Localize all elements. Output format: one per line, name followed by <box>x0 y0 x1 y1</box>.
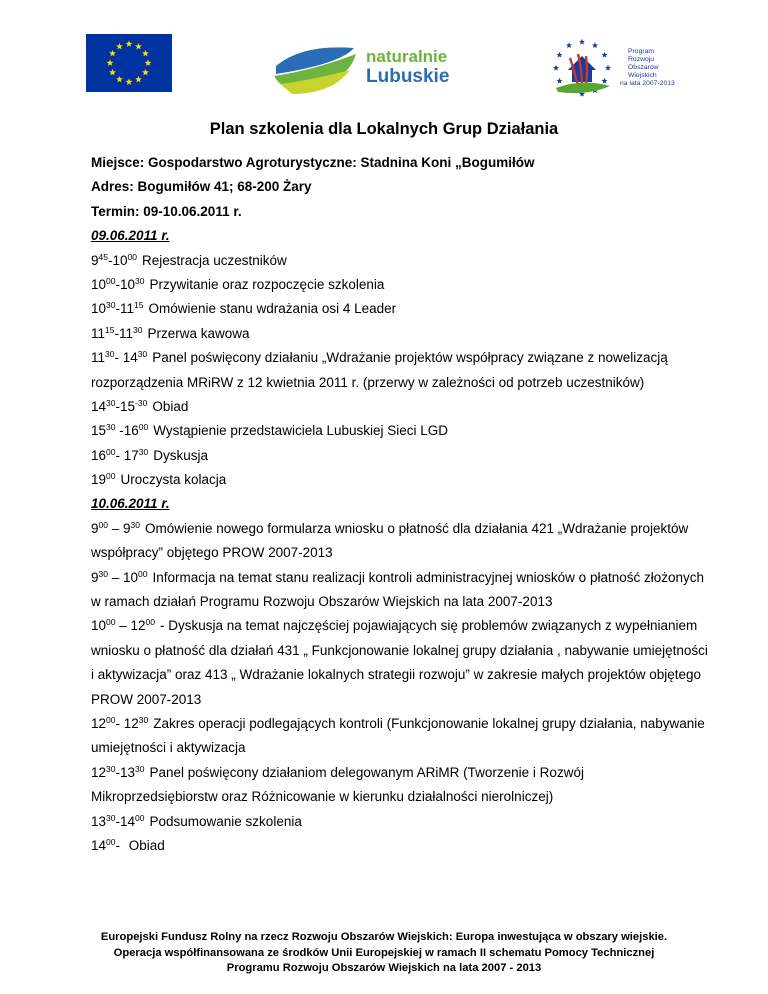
time-separator: – <box>107 520 123 536</box>
prow-star-icon <box>601 78 607 84</box>
document-body <box>91 151 708 858</box>
time-end-minutes: 00 <box>138 568 148 579</box>
day1-date: 09.06.2011 r. <box>91 228 170 244</box>
schedule-item <box>91 444 691 468</box>
prow-text-3: Obszarów <box>628 64 659 71</box>
time-start: 10 <box>91 276 107 292</box>
schedule-item <box>91 297 691 321</box>
time-separator: - <box>115 715 124 731</box>
day1-schedule <box>91 249 691 493</box>
schedule-item <box>91 419 691 443</box>
time-end-minutes: 00 <box>145 617 156 628</box>
schedule-item-text: Obiad <box>128 837 165 853</box>
schedule-item-text: Omówienie stanu wdrażania osi 4 Leader <box>148 301 397 317</box>
time-start: 12 <box>91 715 107 731</box>
time-end: 10 <box>123 569 139 585</box>
time-separator: - <box>115 276 120 292</box>
time-end: 13 <box>120 764 136 780</box>
schedule-item-continuation: rozporządzenia MRiRW z 12 kwietnia 2011 r. (przerwy w zależności od potrzeb uczestników) <box>91 374 645 390</box>
prow-star-icon <box>566 42 572 48</box>
time-start-minutes: 00 <box>106 836 116 847</box>
time-end-minutes: 30 <box>135 275 145 286</box>
time-end-minutes: 00 <box>138 422 149 433</box>
time-start: 9 <box>91 520 99 536</box>
schedule-item-text: Przywitanie oraz rozpoczęcie szkolenia <box>149 276 385 292</box>
eu-flag-icon <box>86 34 172 92</box>
time-start: 10 <box>91 301 107 317</box>
schedule-item-text: Dyskusja <box>153 447 209 463</box>
time-separator: - <box>114 325 119 341</box>
schedule-item <box>91 517 691 541</box>
schedule-item-text: Wystąpienie przedstawiciela Lubuskiej Sieci LGD <box>153 423 449 439</box>
time-end-minutes: 30 <box>133 324 143 335</box>
prow-field <box>556 82 610 93</box>
time-start: 11 <box>91 325 106 341</box>
prow-text-5: na lata 2007-2013 <box>620 80 675 87</box>
schedule-item <box>91 566 705 590</box>
time-separator: - <box>115 813 120 829</box>
time-start: 10 <box>91 618 107 634</box>
time-start: 14 <box>91 837 107 853</box>
day2-schedule <box>91 517 708 858</box>
prow-star-icon <box>592 42 598 48</box>
schedule-item-continuation: wniosku o płatność dla działań 431 „ Funkcjonowanie lokalnej grupy działania , nabywanie umiejętności <box>91 642 708 658</box>
schedule-item-text: Obiad <box>152 398 189 414</box>
time-end-minutes: 30 <box>138 714 149 725</box>
time-separator: - <box>114 350 123 366</box>
prow-star-icon <box>601 52 607 58</box>
time-end: 15 <box>120 398 136 414</box>
prow-star-icon <box>556 78 562 84</box>
schedule-item-text: Omówienie nowego formularza wniosku o płatność dla działania 421 „Wdrażanie projektów <box>144 520 689 536</box>
time-start-minutes: 45 <box>98 251 108 262</box>
time-start-minutes: 00 <box>106 617 116 628</box>
time-end: 14 <box>122 350 138 366</box>
schedule-item-text: - Dyskusja na temat najczęściej pojawiających się problemów związanych z wypełnianiem <box>160 618 698 634</box>
time-end: 11 <box>120 301 135 317</box>
day2-date: 10.06.2011 r. <box>91 496 170 512</box>
schedule-item <box>91 614 698 638</box>
header-logos <box>0 30 768 110</box>
schedule-item <box>91 834 691 858</box>
time-separator: - <box>115 837 124 853</box>
time-end-minutes: 15 <box>134 300 144 311</box>
footer-line-1: Europejski Fundusz Rolny na rzecz Rozwoju Obszarów Wiejskich: Europa inwestująca w obszary wiejskie. <box>100 931 668 943</box>
schedule-item <box>91 810 691 834</box>
schedule-item-text: Uroczysta kolacja <box>120 472 227 488</box>
time-end: 11 <box>118 325 133 341</box>
time-separator: - <box>107 252 113 268</box>
meta-miejsce: Miejsce: Gospodarstwo Agroturystyczne: Stadnina Koni „Bogumiłów <box>91 155 535 170</box>
time-end: 9 <box>123 520 131 536</box>
time-separator: - <box>115 423 124 439</box>
time-start: 13 <box>91 813 107 829</box>
time-start: 16 <box>91 447 107 463</box>
time-end: 17 <box>123 447 139 463</box>
time-end: 12 <box>130 618 146 634</box>
time-start: 11 <box>91 350 106 366</box>
prow-text-1: Program <box>628 48 655 55</box>
time-end: 16 <box>123 423 139 439</box>
time-start: 15 <box>91 423 107 439</box>
time-start-minutes: 30 <box>106 812 116 823</box>
time-start: 9 <box>91 569 99 585</box>
schedule-item-text: Panel poświęcony działaniu „Wdrażanie projektów współpracy związane z nowelizacją <box>152 350 668 366</box>
schedule-item-text: Przerwa kawowa <box>147 325 250 341</box>
footer-line-3: Programu Rozwoju Obszarów Wiejskich na lata 2007 - 2013 <box>226 962 542 974</box>
time-start-minutes: 30 <box>106 763 116 774</box>
logo-text-naturalnie: naturalnie <box>366 47 448 66</box>
time-end: 10 <box>112 252 128 268</box>
day1-heading <box>91 224 691 248</box>
time-end-minutes: 30 <box>137 349 148 360</box>
schedule-item <box>91 395 691 419</box>
schedule-item <box>91 249 691 273</box>
prow-star-icon <box>553 65 559 71</box>
time-start-minutes: 30 <box>106 300 116 311</box>
schedule-item <box>91 273 691 297</box>
prow-text-2: Rozwoju <box>628 56 655 63</box>
time-separator: - <box>115 398 120 414</box>
time-start: 9 <box>91 252 99 268</box>
time-start: 14 <box>91 398 107 414</box>
schedule-item-continuation: w ramach działań Programu Rozwoju Obszarów Wiejskich na lata 2007-2013 <box>91 594 553 610</box>
time-end-minutes: 00 <box>127 251 137 262</box>
time-end-minutes: 30 <box>138 446 149 457</box>
meta-termin: Termin: 09-10.06.2011 r. <box>91 203 242 219</box>
time-end: 14 <box>120 813 136 829</box>
prow-logo-icon <box>548 30 678 100</box>
prow-text-4: Wiejskich <box>628 72 657 79</box>
prow-star-icon <box>579 39 585 45</box>
time-end: 12 <box>123 715 139 731</box>
time-separator: – <box>115 618 131 634</box>
time-start-minutes: 00 <box>106 446 116 457</box>
time-start-minutes: 00 <box>106 275 116 286</box>
schedule-item-continuation: umiejętności i aktywizacja <box>91 740 246 756</box>
schedule-item-continuation: współpracy” objętego PROW 2007-2013 <box>91 545 333 561</box>
schedule-item <box>91 468 691 492</box>
time-end-minutes: 30 <box>135 763 145 774</box>
day2-heading <box>91 492 691 516</box>
time-start-minutes: 00 <box>106 714 116 725</box>
time-start-minutes: 30 <box>106 397 116 408</box>
time-separator: – <box>107 569 123 585</box>
schedule-item-continuation: i aktywizacja” oraz 413 „ Wdrażanie lokalnych strategii rozwoju” w zakresie małych projektów objętego <box>91 667 702 683</box>
time-end-minutes: -30 <box>135 397 148 408</box>
footer <box>0 930 768 977</box>
schedule-item <box>91 712 705 736</box>
schedule-item-text: Rejestracja uczestników <box>141 252 287 268</box>
schedule-item-text: Informacja na temat stanu realizacji kontroli administracyjnej wniosków o płatność złożonych <box>152 569 705 585</box>
schedule-item-text: Zakres operacji podlegających kontroli (Funkcjonowanie lokalnej grupy działania, nabywanie <box>153 715 705 731</box>
time-start: 19 <box>91 472 107 488</box>
prow-star-icon <box>605 65 611 71</box>
page-title: Plan szkolenia dla Lokalnych Grup Działania <box>209 120 559 138</box>
schedule-item-text: Podsumowanie szkolenia <box>149 813 302 829</box>
footer-line-2: Operacja współfinansowana ze środków Unii Europejskiej w ramach II schematu Pomocy Technicznej <box>113 946 655 959</box>
time-start-minutes: 00 <box>98 519 108 530</box>
naturalnie-lubuskie-logo-icon <box>262 30 462 100</box>
schedule-item <box>91 761 691 785</box>
prow-star-icon <box>556 52 562 58</box>
time-start: 12 <box>91 764 107 780</box>
schedule-item-continuation: Mikroprzedsiębiorstw oraz Różnicowanie w kierunku działalności nierolniczej) <box>91 789 554 805</box>
meta-adres: Adres: Bogumiłów 41; 68-200 Żary <box>91 179 312 195</box>
time-separator: - <box>115 447 124 463</box>
schedule-item <box>91 346 691 370</box>
time-separator: - <box>115 301 120 317</box>
schedule-item <box>91 322 691 346</box>
time-start-minutes: 15 <box>105 324 115 335</box>
time-end-minutes: 30 <box>130 519 140 530</box>
time-start-minutes: 30 <box>98 568 108 579</box>
time-start-minutes: 00 <box>106 471 116 482</box>
schedule-item-continuation: PROW 2007-2013 <box>91 691 202 707</box>
time-start-minutes: 30 <box>105 349 115 360</box>
time-start-minutes: 30 <box>106 422 116 433</box>
time-end-minutes: 00 <box>135 812 145 823</box>
logo-text-lubuskie: Lubuskie <box>366 66 450 87</box>
schedule-item-text: Panel poświęcony działaniom delegowanym ARiMR (Tworzenie i Rozwój <box>149 764 584 780</box>
time-end: 10 <box>120 276 136 292</box>
time-separator: - <box>115 764 120 780</box>
